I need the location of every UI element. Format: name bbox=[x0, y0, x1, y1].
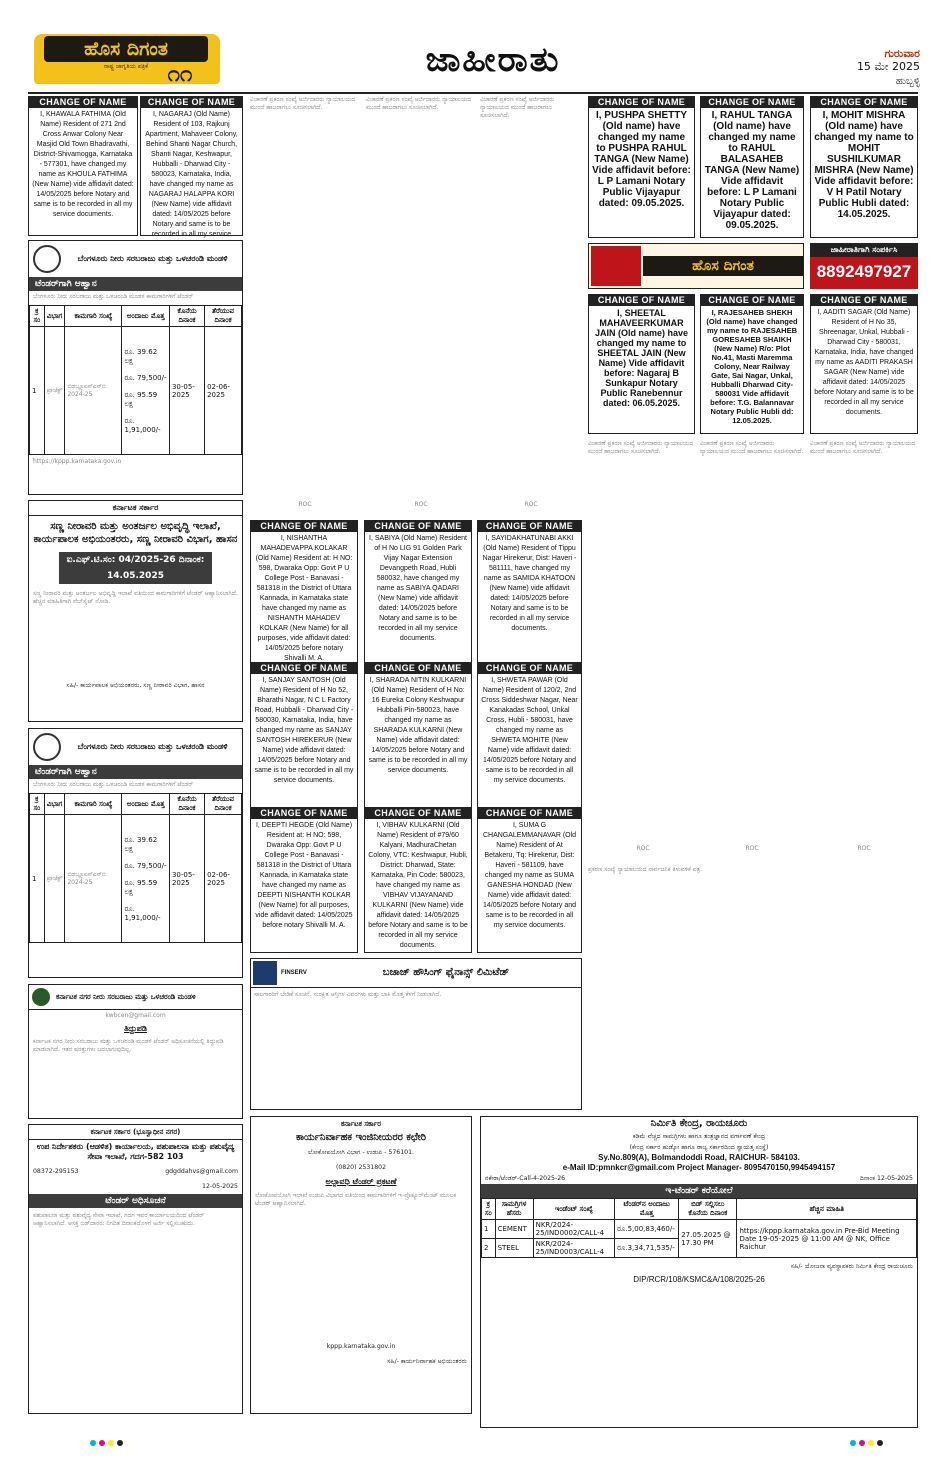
notice-text: I, SHWETA PAWAR (Old Name) Resident of 120/2, 2nd Cross Siddeshwar Nagar, Near Kanakadas School, Unkal Cross, Hubli - 580031, have changed my name as SHWETA MOHITE (New Name) vide affidavit dated: 14/05/2025 before Notary and same is to be recorded in all my service documents. bbox=[481, 677, 578, 784]
nirmiti-email: e-Mail ID:pmnkcr@gmail.com Project Manager- 8095470150,9945494157 bbox=[562, 1163, 836, 1172]
tender-bwssb: ಬೆಂಗಳೂರು ನೀರು ಸರಬರಾಜು ಮತ್ತು ಒಳಚರಂಡಿ ಮಂಡಳಿ ಟೆಂಡರ್‌ಗಾಗಿ ಆಹ್ವಾನ ಬೆಂಗಳೂರು ನೀರು ಸರಬರಾಜು ಮತ್ತು ಒಳಚರಂಡಿ ಮಂಡಳಿ ಕಾಮಗಾರಿಗಳಿಗೆ ಟೆಂಡರ್ ಕ್ರ ಸಂ ವಿಭಾಗ ಕಾಮಗಾರಿ ಸಂಖ್ಯೆ ಅಂದಾಜು ಮೊತ್ತ ಕೊನೆಯ ದಿನಾಂಕ ತೆರೆಯುವ ದಿನಾಂಕ 1 ಪ್ರಾಜೆಕ್ಟ್ ಬಿಡಬ್ಲ್ಯೂಎಸ್‌ಎಸ್‌ಬಿ 2024-25 ರೂ. 39.62 ಲಕ್ಷ ರೂ. 79,500/- ರೂ. 95.59 ಲಕ್ಷ ರೂ. 1,91,000/- 30-05-2025 02-06-2025 https://kppp.karnataka.gov.in bbox=[28, 240, 243, 495]
notice-text: I, DEEPTI HEGDE (Old Name) Resident at: H NO: 598, Dwaraka Opp: Govt P U College Post - Banavasi - 581318 in the District of Uttara Kannada, in Karnataka state have changed my name as DEEPTI NISHANTH KOLKAR (New Name) for all purposes, vide affidavit dated: 14/05/2025 before notary Shivalli M. A. bbox=[255, 822, 353, 929]
tender-heading: ಟೆಂಡರ್ ಅಧಿಸೂಚನೆ bbox=[29, 1194, 242, 1208]
tender-email: gdgddahvs@gmail.com bbox=[165, 1168, 238, 1175]
change-of-name-notice bbox=[364, 807, 472, 953]
notice-header: CHANGE OF NAME bbox=[811, 97, 917, 108]
govt-header: ಕರ್ನಾಟಕ ಸರ್ಕಾರ bbox=[341, 1120, 381, 1128]
table-cell: ರೂ. 1,91,000/- bbox=[124, 904, 161, 922]
table-cell: 1 bbox=[482, 1220, 496, 1239]
tender-department: ಉಪ ನಿರ್ದೇಶಕರು (ಆಡಳಿತ) ಕಾರ್ಯಾಲಯ, ಪಶುಪಾಲನಾ ಮತ್ತು ಪಶುವೈದ್ಯ ಸೇವಾ ಇಲಾಖೆ, ಗದಗ-582 103 bbox=[36, 1142, 235, 1161]
tender-gadag: ಕರ್ನಾಟಕ ಸರ್ಕಾರ (ಭೂಸ್ವಾಧೀನ ನಗರ) ಉಪ ನಿರ್ದೇಶಕರು (ಆಡಳಿತ) ಕಾರ್ಯಾಲಯ, ಪಶುಪಾಲನಾ ಮತ್ತು ಪಶುವೈದ್ಯ ಸೇವಾ ಇಲಾಖೆ, ಗದಗ-582 103 08372-295153 gdgddahvs@gmail.com 12-05-2025 ಟೆಂಡರ್ ಅಧಿಸೂಚನೆ ಪಶುಪಾಲನಾ ಮತ್ತು ಪಶುವೈದ್ಯ ಸೇವಾ ಇಲಾಖೆ, ಗದಗ ಇವರ ಕಾರ್ಯಾಲಯದಿಂದ ಟೆಂಡರ್ ಆಹ್ವಾನಿಸಲಾಗಿದೆ. ಆಸಕ್ತ ಬಿಡ್‌ದಾರರು ನಿಗದಿತ ದಿನಾಂಕದೊಳಗೆ ಅರ್ಜಿ ಸಲ್ಲಿಸಬಹುದು. bbox=[28, 1124, 243, 1414]
change-of-name-notice bbox=[588, 96, 695, 238]
notice-header: CHANGE OF NAME bbox=[365, 663, 471, 674]
bajaj-brand: FINSERV bbox=[281, 970, 307, 976]
table-cell: ರೂ.5,00,83,460/- bbox=[615, 1220, 679, 1239]
notice-header: CHANGE OF NAME bbox=[478, 521, 581, 532]
tender-phone: 08372-295153 bbox=[33, 1168, 79, 1175]
court-notice: ವಿಚಾರಣೆ ಪ್ರಕರಣ ಸಂಖ್ಯೆ ಅರ್ಜಿದಾರರು ನ್ಯಾಯಾಲಯದ ಮುಂದೆ ಹಾಜರಾಗಲು ಸೂಚಿಸಲಾಗಿದೆ. ROC bbox=[250, 96, 360, 514]
tender-heading: ಅಲ್ಪಾವಧಿ ಟೆಂಡರ್ ಪ್ರಕಟಣೆ bbox=[325, 1177, 397, 1186]
ad-contact-box bbox=[810, 243, 918, 289]
table-header: ತೆರೆಯುವ ದಿನಾಂಕ bbox=[205, 794, 242, 815]
paper-tagline: ರಾಷ್ಟ್ರ ಜಾಗೃತಿಯ ಪತ್ರಿಕೆ bbox=[103, 63, 149, 70]
office-address: ಲೋಕೋಪಯೋಗಿ ವಿಭಾಗ - ಉಡುಪಿ - 576101. bbox=[307, 1149, 415, 1156]
nirmiti-subtitle2: (ಕೇಂದ್ರ ಸರ್ಕಾರ ಹುಡ್ಕೋ ಹಾಗೂ ರಾಜ್ಯ ಸರ್ಕಾರದಿಂದ ಸ್ವಾಯತ್ತ ಸಂಸ್ಥೆ) bbox=[629, 1144, 769, 1151]
table-cell: NKR/2024-25/IND0002/CALL-4 bbox=[533, 1220, 615, 1239]
bwssb-emblem-icon bbox=[33, 245, 61, 273]
court-stamp: ROC bbox=[857, 845, 871, 852]
notice-text: I, SHARADA NITIN KULKARNI (Old Name) Resident of H No: 16 Eureka Colony Keshwapur Hubballi Pin-580023, have changed my name as SHARADA KULKARNI (New Name) vide affidavit dated: 14/05/2025 before Notary and same is to be recorded in all my service documents. bbox=[368, 677, 468, 774]
tender-subtitle: ಟೆಂಡರ್‌ಗಾಗಿ ಆಹ್ವಾನ bbox=[29, 277, 242, 291]
change-of-name-notice bbox=[810, 96, 918, 238]
table-header: ಕ್ರ ಸಂ bbox=[30, 306, 45, 327]
table-cell: ರೂ.3,34,71,535/- bbox=[615, 1239, 679, 1258]
table-cell: ರೂ. 95.59 ಲಕ್ಷ bbox=[124, 878, 158, 896]
change-of-name-notice bbox=[140, 96, 243, 236]
court-stamp: ROC bbox=[298, 501, 312, 508]
tender-nirmiti bbox=[480, 1116, 918, 1428]
table-header: ಕೊನೆಯ ದಿನಾಂಕ bbox=[169, 306, 204, 327]
table-cell: STEEL bbox=[495, 1239, 533, 1258]
tender-kuwsdb: ಕರ್ನಾಟಕ ನಗರ ನೀರು ಸರಬರಾಜು ಮತ್ತು ಒಳಚರಂಡಿ ಮಂಡಳಿ kwbcen@gmail.com ತಿದ್ದುಪಡಿ ಕರ್ನಾಟಕ ನಗರ ನೀರು ಸರಬರಾಜು ಮತ್ತು ಒಳಚರಂಡಿ ಮಂಡಳಿ ಟೆಂಡರ್ ಅಧಿಸೂಚನೆಯಲ್ಲಿ ತಿದ್ದುಪಡಿ ಮಾಡಲಾಗಿದೆ. ಇತರ ಷರತ್ತುಗಳು ಬದಲಾಗುವುದಿಲ್ಲ. bbox=[28, 984, 243, 1119]
notice-header: CHANGE OF NAME bbox=[589, 295, 694, 306]
change-of-name-notice bbox=[364, 662, 472, 808]
table-cell: ರೂ. 95.59 ಲಕ್ಷ bbox=[124, 390, 158, 408]
table-cell: ರೂ. 39.62 ಲಕ್ಷ bbox=[124, 347, 158, 365]
nirmiti-table bbox=[481, 1198, 917, 1258]
table-header: ಕಾಮಗಾರಿ ಸಂಖ್ಯೆ bbox=[65, 794, 122, 815]
court-stamp: ROC bbox=[524, 501, 538, 508]
table-cell: 30-05-2025 bbox=[169, 815, 204, 943]
change-of-name-notice bbox=[477, 520, 582, 666]
table-header: ಕೊನೆಯ ದಿನಾಂಕ bbox=[169, 794, 204, 815]
nirmiti-reference: ನಕೇರಾ/ಟೆಂಡರ್-Call-4-2025-26 bbox=[485, 1175, 566, 1182]
notice-header: CHANGE OF NAME bbox=[701, 97, 803, 108]
office-phone: (0820) 2531802 bbox=[335, 1164, 387, 1171]
nirmiti-ebar: ಇ-ಟೆಂಡರ್ ಕರೆಯೋಲೆ bbox=[481, 1184, 917, 1198]
change-of-name-notice bbox=[477, 662, 582, 808]
ad-contact-label: ಜಾಹೀರಾತಿಗಾಗಿ ಸಂಪರ್ಕಿಸಿ bbox=[810, 243, 918, 257]
masthead-rule bbox=[28, 92, 918, 94]
change-of-name-notice bbox=[250, 807, 358, 953]
notice-text: I, KHAWALA FATHIMA (Old Name) Resident of 271 2nd Cross Anwar Colony Near Masjid Old Town Bhadravathi, District-Shivamogga, Karnataka - 577301, have changed my name as KHOULA FATHIMA (New Name) vide affidavit dated: 14/05/2025 before Notary and same is to be recorded in all my service documents. bbox=[32, 111, 134, 218]
change-of-name-notice bbox=[700, 96, 804, 238]
notice-text: I, SANJAY SANTOSH (Old Name) Resident of H No 52, Bharathi Nagar, N C L Factory Road, Hubballi - Dharwad City - 580030, Karnataka, India, have changed my name as SANJAY SANTOSH HIREKERUR (New Name) vide affidavit dated: 14/05/2025 before Notary and same is to be recorded in all my service documents. bbox=[254, 677, 354, 784]
tender-title: ಬೆಂಗಳೂರು ನೀರು ಸರಬರಾಜು ಮತ್ತು ಒಳಚರಂಡಿ ಮಂಡಳಿ bbox=[77, 254, 228, 263]
court-notice: ವಿಚಾರಣೆ ಪ್ರಕರಣ ಸಂಖ್ಯೆ ಅರ್ಜಿದಾರರು ನ್ಯಾಯಾಲಯದ ಮುಂದೆ ಹಾಜರಾಗಲು ಸೂಚಿಸಲಾಗಿದೆ. ROC bbox=[588, 440, 698, 860]
tender-title: ಕರ್ನಾಟಕ ನಗರ ನೀರು ಸರಬರಾಜು ಮತ್ತು ಒಳಚರಂಡಿ ಮಂಡಳಿ bbox=[56, 993, 196, 1001]
bajaj-logo-icon bbox=[253, 961, 277, 985]
notice-header: CHANGE OF NAME bbox=[365, 808, 471, 819]
table-cell: 27.05.2025 @ 17.30 PM bbox=[679, 1220, 737, 1258]
tender-signature: ಸಹಿ/- ಕಾರ್ಯನಿರ್ವಾಹಕ ಅಭಿಯಂತರರು bbox=[387, 1358, 467, 1365]
change-of-name-notice bbox=[250, 520, 358, 666]
change-of-name-notice bbox=[810, 294, 918, 434]
court-stamp: ROC bbox=[745, 845, 759, 852]
notice-header: CHANGE OF NAME bbox=[478, 663, 581, 674]
change-of-name-notice bbox=[700, 294, 804, 434]
tender-signature: ಸಹಿ/- ಕಾರ್ಯಪಾಲಕ ಅಭಿಯಂತರರು, ಸಣ್ಣ ನೀರಾವರಿ ವಿಭಾಗ, ಹಾಸನ bbox=[66, 682, 205, 689]
table-cell: 02-06-2025 bbox=[205, 815, 242, 943]
court-notice: ವಿಚಾರಣೆ ಪ್ರಕರಣ ಸಂಖ್ಯೆ ಅರ್ಜಿದಾರರು ನ್ಯಾಯಾಲಯದ ಮುಂದೆ ಹಾಜರಾಗಲು ಸೂಚಿಸಲಾಗಿದೆ. ROC bbox=[480, 96, 582, 514]
notice-header: CHANGE OF NAME bbox=[701, 295, 803, 306]
change-of-name-notice bbox=[477, 807, 582, 953]
registration-dots bbox=[90, 1440, 123, 1446]
notice-text: I, NISHANTHA MAHADEVAPPA KOLAKAR (Old Name) Resident at: H NO: 598, Dwaraka Opp: Govt P U College Post - Banavasi - 581318 in the District of Uttara Kannada, in Karnataka state have changed my name as NISHANTH MAHADEV KOLKAR (New Name) for all purposes, vide affidavit dated: 14/05/2025 before notary Shivalli M. A. bbox=[255, 535, 353, 662]
tender-subtitle: ಟೆಂಡರ್‌ಗಾಗಿ ಆಹ್ವಾನ bbox=[29, 765, 242, 779]
promo-paper-name: ಹೊಸ ದಿಗಂತ bbox=[643, 256, 803, 276]
office-title: ಕಾರ್ಯನಿರ್ವಾಹಕ ಇಂಜಿನೀಯರರ ಕಛೇರಿ bbox=[296, 1132, 426, 1143]
kuwsdb-logo-icon bbox=[32, 988, 50, 1006]
tender-reference: ಐ.ಎಫ್.ಟಿ.ಸಂ: 04/2025-26 ದಿನಾಂಕ: 14.05.2025 bbox=[59, 552, 212, 584]
tender-email: kwbcen@gmail.com bbox=[105, 1012, 166, 1019]
table-header: ಅಂದಾಜು ಮೊತ್ತ bbox=[122, 306, 169, 327]
tender-website: https://kppp.karnataka.gov.in bbox=[33, 458, 122, 465]
table-cell: NKR/2024-25/IND0003/CALL-4 bbox=[533, 1239, 615, 1258]
notice-header: CHANGE OF NAME bbox=[589, 97, 694, 108]
notice-text: I, SABIYA (Old Name) Resident of H No LIG 91 Golden Park Vijay Nagar Extension Devangpeth Road, Hubli 580032, have changed my name as SABIYA QADARI (New Name) vide affidavit dated: 14/05/2025 before Notary and same is to be recorded in all my service documents. bbox=[369, 535, 467, 642]
table-header: ಬಿಡ್ ಸಲ್ಲಿಸಲು ಕೊನೆಯ ದಿನಾಂಕ bbox=[679, 1199, 737, 1220]
table-cell: 30-05-2025 bbox=[169, 327, 204, 455]
notice-header: CHANGE OF NAME bbox=[365, 521, 471, 532]
tender-heading: ತಿದ್ದುಪಡಿ bbox=[124, 1024, 147, 1033]
change-of-name-notice bbox=[28, 96, 138, 236]
notice-header: CHANGE OF NAME bbox=[29, 97, 137, 108]
table-cell: CEMENT bbox=[495, 1220, 533, 1239]
table-cell: 1 bbox=[30, 327, 45, 455]
edition-number: ೧೧ bbox=[167, 62, 193, 87]
masthead-day: ಗುರುವಾರ bbox=[884, 47, 920, 60]
tender-table: ಕ್ರ ಸಂ ವಿಭಾಗ ಕಾಮಗಾರಿ ಸಂಖ್ಯೆ ಅಂದಾಜು ಮೊತ್ತ ಕೊನೆಯ ದಿನಾಂಕ ತೆರೆಯುವ ದಿನಾಂಕ 1 ಪ್ರಾಜೆಕ್ಟ್ ಬಿಡಬ್ಲ್ಯೂಎಸ್‌ಎಸ್‌ಬಿ 2024-25 ರೂ. 39.62 ಲಕ್ಷ ರೂ. 79,500/- ರೂ. 95.59 ಲಕ್ಷ ರೂ. 1,91,000/- 30-05-2025 02-06-2025 bbox=[29, 305, 242, 455]
table-header: ಕಾಮಗಾರಿ ಸಂಖ್ಯೆ bbox=[65, 306, 122, 327]
notice-header: CHANGE OF NAME bbox=[251, 808, 357, 819]
table-header: ವಿಭಾಗ bbox=[44, 306, 65, 327]
govt-header: ಕರ್ನಾಟಕ ಸರ್ಕಾರ bbox=[29, 501, 242, 516]
table-row bbox=[482, 1220, 917, 1239]
table-header: ಕ್ರ ಸಂ bbox=[30, 794, 45, 815]
table-cell: 1 bbox=[30, 815, 45, 943]
registration-dots bbox=[850, 1440, 883, 1446]
notice-header: CHANGE OF NAME bbox=[251, 663, 357, 674]
change-of-name-notice bbox=[250, 662, 358, 808]
table-header: ತೆರೆಯುವ ದಿನಾಂಕ bbox=[205, 306, 242, 327]
tender-title: ಬೆಂಗಳೂರು ನೀರು ಸರಬರಾಜು ಮತ್ತು ಒಳಚರಂಡಿ ಮಂಡಳಿ bbox=[77, 742, 228, 751]
paper-name: ಹೊಸ ದಿಗಂತ bbox=[44, 36, 208, 62]
court-notice: ವಿಚಾರಣೆ ಪ್ರಕರಣ ಸಂಖ್ಯೆ ಅರ್ಜಿದಾರರು ನ್ಯಾಯಾಲಯದ ಮುಂದೆ ಹಾಜರಾಗಲು ಸೂಚಿಸಲಾಗಿದೆ. ROC bbox=[366, 96, 476, 514]
table-header: ಟೆಂಡರ್‌ನ ಅಂದಾಜು ಮೊತ್ತ bbox=[615, 1199, 679, 1220]
court-stamp: ROC bbox=[414, 501, 428, 508]
court-stamp: ROC bbox=[636, 845, 650, 852]
section-title: ಜಾಹೀರಾತು bbox=[425, 40, 561, 80]
notice-header: CHANGE OF NAME bbox=[811, 295, 917, 306]
notice-text: I, RAJESAHEB SHEKH (Old name) have changed my name to RAJESAHEB GORESAHEB SHAIKH (New Name) R/o: Plot No.41, Masti Maremma Colony, Near Railway Gate, Sai Nagar, Unkal, Hubballi Dharwad City-580031 Vide affidavit before: T.G. Balannavar Notary Public Hubli dd: 12.05.2025. bbox=[706, 308, 798, 425]
notice-header: CHANGE OF NAME bbox=[141, 97, 242, 108]
notice-text: I, RAHUL TANGA (Old name) have changed my name to RAHUL BALASAHEB TANGA (New Name) Vide affidavit before: L P Lamani Notary Public Vijayapur dated: 09.05.2025. bbox=[704, 110, 800, 231]
table-cell: ರೂ. 1,91,000/- bbox=[124, 416, 161, 434]
court-notice: ವಿಚಾರಣೆ ಪ್ರಕರಣ ಸಂಖ್ಯೆ ಅರ್ಜಿದಾರರು ನ್ಯಾಯಾಲಯದ ಮುಂದೆ ಹಾಜರಾಗಲು ಸೂಚಿಸಲಾಗಿದೆ. ROC bbox=[700, 440, 804, 852]
table-header: ಅಂದಾಜು ಮೊತ್ತ bbox=[122, 794, 169, 815]
court-notice: ವಿಚಾರಣೆ ಪ್ರಕರಣ ಸಂಖ್ಯೆ ಅರ್ಜಿದಾರರು ನ್ಯಾಯಾಲಯದ ಮುಂದೆ ಹಾಜರಾಗಲು ಸೂಚಿಸಲಾಗಿದೆ. ROC bbox=[810, 440, 918, 860]
nirmiti-subtitle: ಕಡಿಮೆ ವೆಚ್ಚದ ಸಾಮಗ್ರಿಗಳು ಹಾಗೂ ತಂತ್ರಜ್ಞಾನದ ವರ್ಗಾವಣೆ ಕೇಂದ್ರ bbox=[632, 1133, 766, 1140]
masthead-city: ಹುಬ್ಬಳ್ಳಿ bbox=[895, 76, 920, 87]
tender-table: ಕ್ರ ಸಂ ವಿಭಾಗ ಕಾಮಗಾರಿ ಸಂಖ್ಯೆ ಅಂದಾಜು ಮೊತ್ತ ಕೊನೆಯ ದಿನಾಂಕ ತೆರೆಯುವ ದಿನಾಂಕ 1 ಪ್ರಾಜೆಕ್ಟ್ ಬಿಡಬ್ಲ್ಯೂಎಸ್‌ಎಸ್‌ಬಿ 2024-25 ರೂ. 39.62 ಲಕ್ಷ ರೂ. 79,500/- ರೂ. 95.59 ಲಕ್ಷ ರೂ. 1,91,000/- 30-05-2025 02-06-2025 bbox=[29, 793, 242, 943]
nirmiti-date: ದಿನಾಂಕ 12-05-2025 bbox=[859, 1175, 913, 1182]
masthead-date: 15 ಮೇ 2025 bbox=[856, 60, 920, 73]
tender-bwssb-repeat: ಬೆಂಗಳೂರು ನೀರು ಸರಬರಾಜು ಮತ್ತು ಒಳಚರಂಡಿ ಮಂಡಳಿ ಟೆಂಡರ್‌ಗಾಗಿ ಆಹ್ವಾನ ಬೆಂಗಳೂರು ನೀರು ಸರಬರಾಜು ಮತ್ತು ಒಳಚರಂಡಿ ಮಂಡಳಿ ಕಾಮಗಾರಿಗಳಿಗೆ ಟೆಂಡರ್ ಕ್ರ ಸಂ ವಿಭಾಗ ಕಾಮಗಾರಿ ಸಂಖ್ಯೆ ಅಂದಾಜು ಮೊತ್ತ ಕೊನೆಯ ದಿನಾಂಕ ತೆರೆಯುವ ದಿನಾಂಕ 1 ಪ್ರಾಜೆಕ್ಟ್ ಬಿಡಬ್ಲ್ಯೂಎಸ್‌ಎಸ್‌ಬಿ 2024-25 ರೂ. 39.62 ಲಕ್ಷ ರೂ. 79,500/- ರೂ. 95.59 ಲಕ್ಷ ರೂ. 1,91,000/- 30-05-2025 02-06-2025 bbox=[28, 728, 243, 978]
table-cell: 2 bbox=[482, 1239, 496, 1258]
bajaj-title: ಬಜಾಜ್ ಹೌಸಿಂಗ್ ಫೈನಾನ್ಸ್ ಲಿಮಿಟೆಡ್ bbox=[382, 967, 510, 978]
tender-website: kppp.karnataka.gov.in bbox=[326, 1343, 396, 1350]
tender-title: ಸಣ್ಣ ನೀರಾವರಿ ಮತ್ತು ಅಂತರ್ಜಲ ಅಭಿವೃದ್ಧಿ ಇಲಾಖೆ, ಕಾರ್ಯಪಾಲಕ ಅಭಿಯಂತರರು, ಸಣ್ಣ ನೀರಾವರಿ ವಿಭಾಗ, ಹಾಸನ bbox=[33, 521, 238, 545]
tender-hassan: ಕರ್ನಾಟಕ ಸರ್ಕಾರ ಸಣ್ಣ ನೀರಾವರಿ ಮತ್ತು ಅಂತರ್ಜಲ ಅಭಿವೃದ್ಧಿ ಇಲಾಖೆ, ಕಾರ್ಯಪಾಲಕ ಅಭಿಯಂತರರು, ಸಣ್ಣ ನೀರಾವರಿ ವಿಭಾಗ, ಹಾಸನ ಐ.ಎಫ್.ಟಿ.ಸಂ: 04/2025-26 ದಿನಾಂಕ: 14.05.2025 ಸಣ್ಣ ನೀರಾವರಿ ಮತ್ತು ಅಂತರ್ಜಲ ಅಭಿವೃದ್ಧಿ ಇಲಾಖೆ ವತಿಯಿಂದ ಕಾಮಗಾರಿಗಳಿಗೆ ಟೆಂಡರ್ ಆಹ್ವಾನಿಸಲಾಗಿದೆ. ಹೆಚ್ಚಿನ ಮಾಹಿತಿಗಾಗಿ ವೆಬ್‌ಸೈಟ್ ನೋಡಿ. ಸಹಿ/- ಕಾರ್ಯಪಾಲಕ ಅಭಿಯಂತರರು, ಸಣ್ಣ ನೀರಾವರಿ ವಿಭಾಗ, ಹಾಸನ bbox=[28, 500, 243, 722]
nirmiti-address: Sy.No.809(A), Bolmandoddi Road, RAICHUR- 584103. bbox=[598, 1153, 800, 1162]
nirmiti-footer: DIP/RCR/108/KSMC&A/108/2025-26 bbox=[633, 1275, 765, 1284]
notice-text: I, NAGARAJ (Old Name) Resident of 103, Rajkunj Apartment, Mahaveer Colony, Behind Shanti Nagar Church, Shanti Nagar, Keshwapur, Hubballi - Dharwad City - 580023, Karnataka, India, have changed my name as NAGARAJ HALAPPA KORI (New Name) vide affidavit dated: 14/05/2025 before Notary and same is to be recorded in all my service bbox=[145, 111, 238, 238]
notice-text: I, MOHIT MISHRA (Old name) have changed my name to MOHIT SUSHILKUMAR MISHRA (New Name) Vide affidavit before: V H Patil Notary Public Hubli dated: 14.05.2025. bbox=[814, 110, 914, 220]
table-header: ಇಂಡೆಂಟ್ ಸಂಖ್ಯೆ bbox=[533, 1199, 615, 1220]
notice-text: I, PUSHPA SHETTY (Old name) have changed my name to PUSHPA RAHUL TANGA (New Name) Vide affidavit before: L P Lamani Notary Public Vijayapur dated: 09.05.2025. bbox=[592, 110, 691, 209]
table-header: ವಿಭಾಗ bbox=[44, 794, 65, 815]
table-cell: ರೂ. 79,500/- bbox=[124, 861, 167, 870]
ad-contact-phone: 8892497927 bbox=[816, 262, 912, 281]
notice-header: CHANGE OF NAME bbox=[478, 808, 581, 819]
change-of-name-notice bbox=[364, 520, 472, 666]
notice-text: I, SAYIDAKHATUNABI AKKI (Old Name) Resident of Tippu Nagar Hirekerur, Dist: Haveri - 581111, have changed my name as SAMIDA KHATOON (New Name) vide affidavit dated: 14/05/2025 before Notary and same is to be recorded in all my service documents. bbox=[482, 535, 577, 632]
table-cell: ರೂ. 79,500/- bbox=[124, 373, 167, 382]
notice-text: I, VIBHAV KULKARNI (Old Name) Resident of #79/60 Kalyani, MadhuraChetan Colony, VTC: Keshwapur, Hubli, District: Dharwad, State: Karnataka, Pin Code: 580023, have changed my name as VIBHAV VIJAYANAND KULKARNI (New Name) vide affidavit dated: 14/05/2025 before Notary and same is to be recorded in all my service documents. bbox=[368, 822, 468, 949]
notice-text: I, AADITI SAGAR (Old Name) Resident of H No 35, Shreenagar, Unkal, Hubbali - Dharwad City - 580031, Karnataka, India, have changed my name as AADITI PRAKASH SAGAR (New Name) vide affidavit dated: 14/05/2025 before Notary and same is to be recorded in all my service documents. bbox=[814, 309, 914, 416]
table-cell: 02-06-2025 bbox=[205, 327, 242, 455]
govt-header: ಕರ್ನಾಟಕ ಸರ್ಕಾರ (ಭೂಸ್ವಾಧೀನ ನಗರ) bbox=[29, 1125, 242, 1140]
nirmiti-title: ನಿರ್ಮಿತಿ ಕೇಂದ್ರ, ರಾಯಚೂರು bbox=[650, 1118, 748, 1129]
tender-date: 12-05-2025 bbox=[202, 1183, 238, 1190]
table-header: ಕ್ರ ಸಂ bbox=[482, 1199, 496, 1220]
notice-header: CHANGE OF NAME bbox=[251, 521, 357, 532]
table-header: ಹೆಚ್ಚಿನ ಮಾಹಿತಿ bbox=[737, 1199, 917, 1220]
table-header: ಸಾಮಗ್ರಿಗಳ ಹೆಸರು bbox=[495, 1199, 533, 1220]
change-of-name-notice bbox=[588, 294, 695, 434]
table-cell: https://kppp.karnataka.gov.in Pre-Bid Meeting Date 19-05-2025 @ 11:00 AM @ NK, Office Raichur bbox=[737, 1220, 917, 1258]
tender-udupi: ಕರ್ನಾಟಕ ಸರ್ಕಾರ ಕಾರ್ಯನಿರ್ವಾಹಕ ಇಂಜಿನೀಯರರ ಕಛೇರಿ ಲೋಕೋಪಯೋಗಿ ವಿಭಾಗ - ಉಡುಪಿ - 576101. (0820) 2531802 ಅಲ್ಪಾವಧಿ ಟೆಂಡರ್ ಪ್ರಕಟಣೆ ಲೋಕೋಪಯೋಗಿ ಇಲಾಖೆ ಉಡುಪಿ ವಿಭಾಗದ ವತಿಯಿಂದ ಕಾಮಗಾರಿಗಳಿಗೆ ಇ-ಪ್ರೊಕ್ಯೂರ್‌ಮೆಂಟ್ ಮೂಲಕ ಟೆಂಡರ್ ಆಹ್ವಾನಿಸಲಾಗಿದೆ. kppp.karnataka.gov.in ಸಹಿ/- ಕಾರ್ಯನಿರ್ವಾಹಕ ಅಭಿಯಂತರರು bbox=[250, 1116, 472, 1414]
bajaj-notice: FINSERV ಬಜಾಜ್ ಹೌಸಿಂಗ್ ಫೈನಾನ್ಸ್ ಲಿಮಿಟೆಡ್ ಸಾಲಗಾರರಿಗೆ ಬೇಡಿಕೆ ಸೂಚನೆ. ಸುರಕ್ಷಿತ ಆಸ್ತಿಗಳ ವಿವರಗಳು ಮತ್ತು ಬಾಕಿ ಮೊತ್ತ ಕೆಳಗೆ ನೀಡಲಾಗಿದೆ. bbox=[250, 958, 582, 1110]
promo-image bbox=[591, 246, 641, 286]
court-notice-row: ಪ್ರಕರಣ ಸಂಖ್ಯೆ ನ್ಯಾಯಾಲಯದ ಸಾರ್ವಜನಿಕ ತಿಳುವಳಿಕೆ ಪತ್ರ. bbox=[588, 866, 702, 873]
notice-text: I, SHEETAL MAHAVEERKUMAR JAIN (Old name) have changed my name to SHEETAL JAIN (New Name) Vide affidavit before: Nagaraj B Sunkapur Notary Public Ranebennur dated: 06.05.2025. bbox=[594, 308, 689, 408]
bwssb-emblem-icon bbox=[33, 733, 61, 761]
promo-banner bbox=[588, 243, 804, 289]
table-cell: ರೂ. 39.62 ಲಕ್ಷ bbox=[124, 835, 158, 853]
nirmiti-signature: ಸಹಿ/- ಯೋಜನಾ ವ್ಯವಸ್ಥಾಪಕರು ನಿರ್ಮಿತಿ ಕೇಂದ್ರ ರಾಯಚೂರು bbox=[790, 1263, 913, 1270]
notice-text: I, SUMA G CHANGALEMMANAVAR (Old Name) Resident of At Betakeru, Tq: Hirekerur, Dist: Haveri - 581109, have changed my name as SUMA GANESHA HONDAD (New Name) vide affidavit dated: 14/05/2025 before Notary and same is to be recorded in all my service documents. bbox=[482, 822, 577, 929]
